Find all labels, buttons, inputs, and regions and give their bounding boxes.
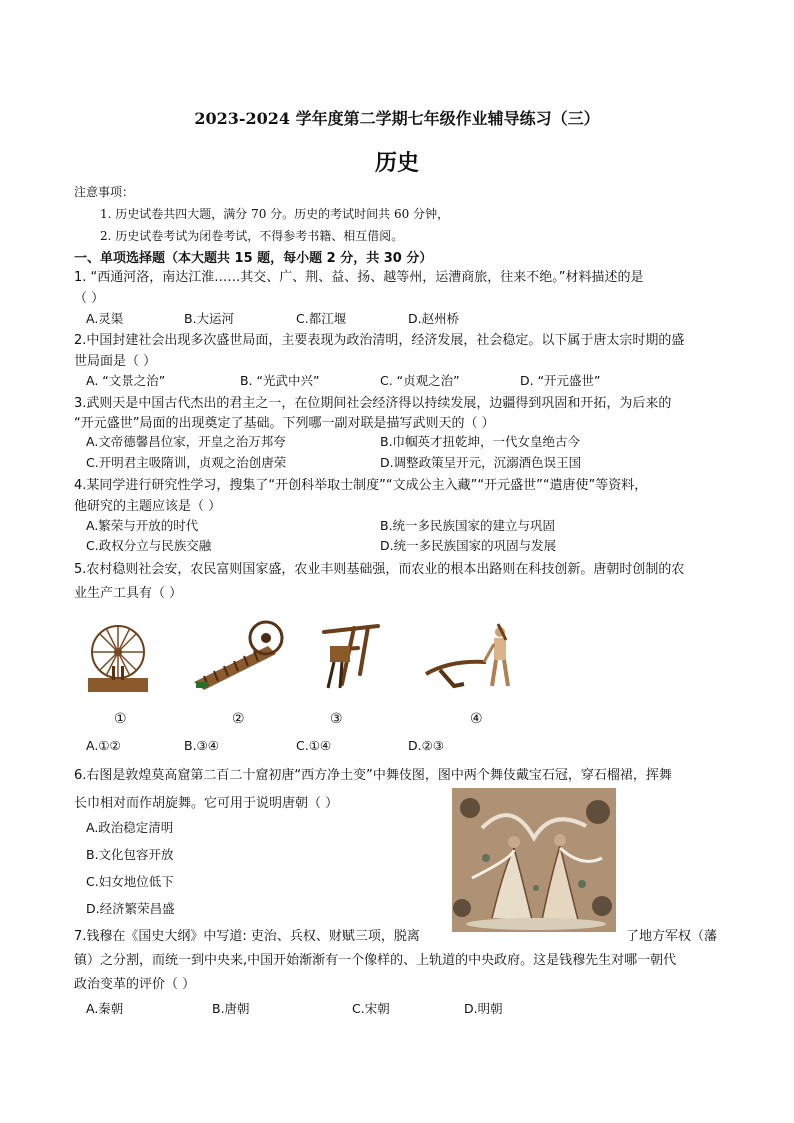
figure-label-4: ④ [470,711,483,727]
q2-stem: 2.中国封建社会出现多次盛世局面，主要表现为政治清明，经济发展，社会稳定。以下属于唐太宗时期的盛 [74,333,685,348]
q7-option-b: B.唐朝 [212,1001,250,1016]
q1-stem: 1. “西通河洛，南达江淮……其交、广、荆、益、扬、越等州，运漕商旅，往来不绝。”材料描述的是 [74,270,644,285]
q3-stem: 3.武则天是中国古代杰出的君主之一，在位期间社会经济得以持续发展，边疆得到巩固和开拓，为后来的 [74,396,672,411]
dunhuang-mural-image [452,788,616,932]
seed-drill-image [318,622,384,692]
q4-option-c: C.政权分立与民族交融 [86,538,212,553]
q2-option-c: C. “贞观之治” [380,373,460,388]
section-heading: 一、单项选择题（本大题共 15 题，每小题 2 分，共 30 分） [74,251,433,266]
notice-item-1: 1. 历史试卷共四大题，满分 70 分。历史的考试时间共 60 分钟， [100,207,450,221]
q6-stem: 6.右图是敦煌莫高窟第二百二十窟初唐“西方净土变”中舞伎图，图中两个舞伎戴宝石冠，穿石榴裙，挥舞 [74,768,672,783]
q4-option-a: A.繁荣与开放的时代 [86,518,199,533]
q2-option-a: A. “文景之治” [86,373,166,388]
q5-stem-2: 业生产工具有（ ） [74,586,183,601]
q7-option-a: A.秦朝 [86,1001,124,1016]
q4-option-d: D.统一多民族国家的巩固与发展 [380,538,557,553]
q7-option-d: D.明朝 [464,1001,503,1016]
q7-option-c: C.宋朝 [352,1001,390,1016]
figure-label-1: ① [114,711,127,727]
q6-option-a: A.政治稳定清明 [86,820,174,835]
q5-option-d: D.②③ [408,738,445,753]
q5-option-a: A.①② [86,738,121,753]
q3-option-b: B.巾帼英才扭乾坤，一代女皇绝古今 [380,434,581,449]
q2-option-d: D. “开元盛世” [520,373,601,388]
q3-option-c: C.开明君主吸隋训，贞观之治创唐荣 [86,455,287,470]
q7-stem: 7.钱穆在《国史大纲》中写道: 吏治、兵权、财赋三项，脱离 [74,929,420,944]
waterwheel-image [86,620,150,694]
q4-stem-2: 他研究的主题应该是（ ） [74,499,222,514]
q1-option-a: A.灵渠 [86,311,124,326]
chain-pump-image [190,616,290,692]
q5-option-b: B.③④ [184,738,219,753]
q3-stem-2: “开元盛世”局面的出现奠定了基础。下列哪一副对联是描写武则天的（ ） [74,416,495,431]
q4-option-b: B.统一多民族国家的建立与巩固 [380,518,556,533]
q7-stem-2: 镇）之分割，而统一到中央来,中国开始渐渐有一个像样的、上轨道的中央政府。这是钱穆先生对哪一朝代 [74,953,677,968]
q7-stem-3: 政治变革的评价（ ） [74,977,196,992]
notice-heading: 注意事项： [74,185,135,199]
q1-option-b: B.大运河 [184,311,235,326]
q4-stem: 4.某同学进行研究性学习，搜集了“开创科举取士制度”“文成公主入藏”“开元盛世”“遣唐使”等资料， [74,478,648,493]
figure-label-2: ② [232,711,245,727]
figure-label-3: ③ [330,711,343,727]
q2-option-b: B. “光武中兴” [240,373,320,388]
q6-option-c: C.妇女地位低下 [86,874,174,889]
q5-stem: 5.农村稳则社会安，农民富则国家盛，农业丰则基础强，而农业的根本出路则在科技创新。唐朝时创制的农 [74,562,685,577]
q7-stem-cont: 了地方军权（藩 [626,929,718,944]
q2-stem-2: 世局面是（ ） [74,354,157,369]
notice-item-2: 2. 历史试卷考试为闭卷考试，不得参考书籍、相互借阅。 [100,229,404,243]
q5-option-c: C.①④ [296,738,332,753]
q6-option-d: D.经济繁荣昌盛 [86,901,175,916]
q6-option-b: B.文化包容开放 [86,847,174,862]
curved-plow-image [420,620,516,694]
subject-title: 历史 [374,150,419,176]
q1-option-c: C.都江堰 [296,311,347,326]
q1-option-d: D.赵州桥 [408,311,460,326]
q1-paren: （ ） [74,291,105,306]
q3-option-a: A.文帝德馨昌位家，开皇之治万邦夸 [86,434,286,449]
q6-stem-2: 长巾相对而作胡旋舞。它可用于说明唐朝（ ） [74,796,339,811]
paper-title: 2023-2024 学年度第二学期七年级作业辅导练习（三） [194,109,600,128]
q3-option-d: D.调整政策呈开元，沉溺酒色误王国 [380,455,582,470]
